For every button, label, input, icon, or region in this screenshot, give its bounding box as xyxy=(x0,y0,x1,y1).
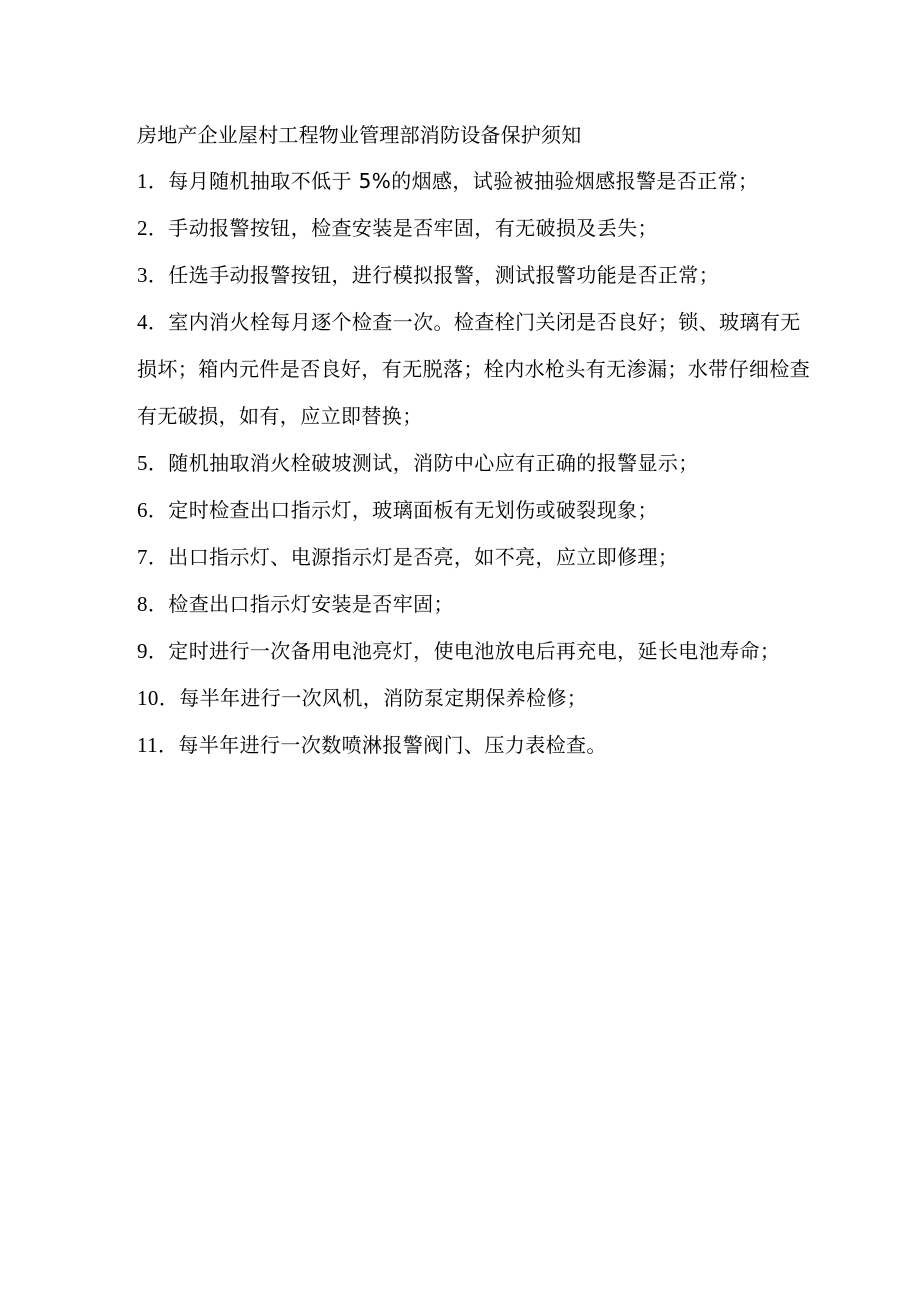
item-text: ．出口指示灯、电源指示灯是否亮，如不亮，应立即修理； xyxy=(147,545,679,569)
item-text: ．随机抽取消火栓破坡测试，消防中心应有正确的报警显示； xyxy=(147,451,699,475)
item-number: 5 xyxy=(137,451,148,475)
item-text: ．每半年进行一次风机，消防泵定期保养检修； xyxy=(158,686,588,710)
item-text: ．手动报警按钮，检查安装是否牢固，有无破损及丢失； xyxy=(147,216,658,240)
item-text: ．定时检查出口指示灯，玻璃面板有无划伤或破裂现象； xyxy=(147,498,658,522)
list-item-3 xyxy=(137,252,817,299)
item-number: 10 xyxy=(137,686,159,710)
item-text: ．定时进行一次备用电池亮灯，使电池放电后再充电，延长电池寿命； xyxy=(147,639,781,663)
item-text: ．任选手动报警按钮，进行模拟报警，测试报警功能是否正常； xyxy=(147,263,720,287)
item-number: 11 xyxy=(137,733,159,757)
list-item-5 xyxy=(137,440,817,487)
list-item-11 xyxy=(137,722,817,769)
list-item-6 xyxy=(137,487,817,534)
item-number: 2 xyxy=(137,216,148,240)
document-title: 房地产企业屋村工程物业管理部消防设备保护须知 xyxy=(137,123,582,147)
item-text: ．每月随机抽取不低于 5%的烟感，试验被抽验烟感报警是否正常； xyxy=(147,169,759,193)
item-number: 4 xyxy=(137,310,148,334)
list-item-7 xyxy=(137,534,817,581)
item-text: ．室内消火栓每月逐个检查一次。检查栓门关闭是否良好；锁、玻璃有无损坏；箱内元件是否良好，有无脱落；栓内水枪头有无渗漏；水带仔细检查有无破损，如有，应立即替换； xyxy=(137,310,811,428)
item-text: ．检查出口指示灯安装是否牢固； xyxy=(147,592,454,616)
list-item-1 xyxy=(137,158,817,205)
list-item-10 xyxy=(137,675,817,722)
item-number: 9 xyxy=(137,639,148,663)
item-number: 8 xyxy=(137,592,148,616)
list-item-8 xyxy=(137,581,817,628)
item-number: 6 xyxy=(137,498,148,522)
document-body xyxy=(137,112,817,769)
item-number: 7 xyxy=(137,545,148,569)
item-text: ．每半年进行一次数喷淋报警阀门、压力表检查。 xyxy=(158,733,607,757)
item-number: 3 xyxy=(137,263,148,287)
list-item-2 xyxy=(137,205,817,252)
list-item-4 xyxy=(137,299,817,440)
list-item-9 xyxy=(137,628,817,675)
item-number: 1 xyxy=(137,169,148,193)
